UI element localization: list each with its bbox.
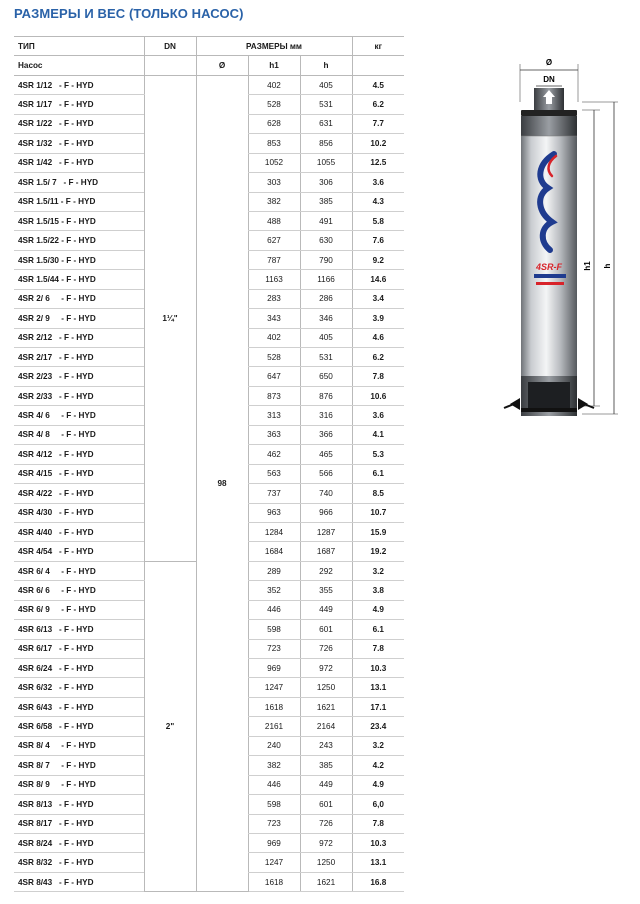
cell-h1: 737	[248, 484, 300, 503]
cell-h: 601	[300, 795, 352, 814]
cell-kg: 10.3	[352, 833, 404, 852]
cell-h: 346	[300, 309, 352, 328]
brand-text: 4SR-F	[535, 262, 563, 272]
label-dn: DN	[543, 75, 555, 84]
cell-h1: 969	[248, 659, 300, 678]
cell-kg: 8.5	[352, 484, 404, 503]
cell-kg: 3.2	[352, 561, 404, 580]
cell-type: 4SR 6/17 - F - HYD	[14, 639, 144, 658]
cell-h: 2164	[300, 717, 352, 736]
cell-h: 1621	[300, 697, 352, 716]
cell-type: 4SR 8/ 7 - F - HYD	[14, 756, 144, 775]
cell-type: 4SR 2/23 - F - HYD	[14, 367, 144, 386]
cell-kg: 19.2	[352, 542, 404, 561]
cell-h: 465	[300, 445, 352, 464]
cell-kg: 6.2	[352, 348, 404, 367]
cell-h1: 969	[248, 833, 300, 852]
cell-h: 726	[300, 814, 352, 833]
label-h: h	[603, 263, 612, 269]
cell-type: 4SR 8/ 9 - F - HYD	[14, 775, 144, 794]
cell-type: 4SR 1.5/ 7 - F - HYD	[14, 173, 144, 192]
header-dims: РАЗМЕРЫ мм	[196, 37, 352, 56]
cell-h1: 853	[248, 134, 300, 153]
cell-kg: 4.1	[352, 425, 404, 444]
cell-h: 449	[300, 775, 352, 794]
cell-kg: 4.9	[352, 600, 404, 619]
cell-h1: 462	[248, 445, 300, 464]
cell-h: 1250	[300, 678, 352, 697]
cell-type: 4SR 8/ 4 - F - HYD	[14, 736, 144, 755]
cell-h: 856	[300, 134, 352, 153]
cell-type: 4SR 2/ 6 - F - HYD	[14, 289, 144, 308]
cell-h1: 382	[248, 192, 300, 211]
cell-kg: 9.2	[352, 250, 404, 269]
cell-type: 4SR 6/ 4 - F - HYD	[14, 561, 144, 580]
cell-kg: 4.9	[352, 775, 404, 794]
title-main: РАЗМЕРЫ И ВЕС	[14, 6, 126, 21]
cell-kg: 3.2	[352, 736, 404, 755]
header-h: h	[300, 56, 352, 75]
cell-h1: 240	[248, 736, 300, 755]
cell-h1: 488	[248, 211, 300, 230]
cell-kg: 3.9	[352, 309, 404, 328]
cell-kg: 4.6	[352, 328, 404, 347]
cell-kg: 6.2	[352, 95, 404, 114]
cell-h1: 787	[248, 250, 300, 269]
cell-h1: 289	[248, 561, 300, 580]
cell-kg: 10.2	[352, 134, 404, 153]
cell-type: 4SR 4/40 - F - HYD	[14, 522, 144, 541]
pump-drawing	[476, 56, 636, 436]
cell-type: 4SR 1/22 - F - HYD	[14, 114, 144, 133]
header-dn-blank	[144, 56, 196, 75]
cell-h: 449	[300, 600, 352, 619]
cell-kg: 12.5	[352, 153, 404, 172]
cell-h1: 963	[248, 503, 300, 522]
header-h1: h1	[248, 56, 300, 75]
cell-type: 4SR 8/24 - F - HYD	[14, 833, 144, 852]
cell-kg: 7.8	[352, 367, 404, 386]
cell-h: 316	[300, 406, 352, 425]
cell-type: 4SR 1.5/22 - F - HYD	[14, 231, 144, 250]
cell-type: 4SR 8/17 - F - HYD	[14, 814, 144, 833]
cell-h1: 446	[248, 775, 300, 794]
cell-h1: 402	[248, 328, 300, 347]
header-dn: DN	[144, 37, 196, 56]
cell-h1: 627	[248, 231, 300, 250]
cell-h1: 1247	[248, 853, 300, 872]
table-body	[14, 75, 404, 891]
cell-h1: 723	[248, 814, 300, 833]
cell-type: 4SR 6/ 9 - F - HYD	[14, 600, 144, 619]
cell-type: 4SR 4/12 - F - HYD	[14, 445, 144, 464]
cell-h1: 1618	[248, 872, 300, 891]
cell-h1: 1684	[248, 542, 300, 561]
h1-dimension	[582, 110, 600, 406]
cell-type: 4SR 1/17 - F - HYD	[14, 95, 144, 114]
cell-dn: 2"	[144, 561, 196, 891]
cell-kg: 15.9	[352, 522, 404, 541]
cell-diameter: 98	[196, 75, 248, 891]
cell-h: 1621	[300, 872, 352, 891]
cell-h: 243	[300, 736, 352, 755]
cell-h1: 528	[248, 348, 300, 367]
cell-h: 405	[300, 75, 352, 94]
cell-dn: 1¼"	[144, 75, 196, 561]
cell-h: 650	[300, 367, 352, 386]
cell-type: 4SR 4/22 - F - HYD	[14, 484, 144, 503]
cell-h: 1687	[300, 542, 352, 561]
cell-kg: 17.1	[352, 697, 404, 716]
cell-type: 4SR 6/58 - F - HYD	[14, 717, 144, 736]
cell-h1: 446	[248, 600, 300, 619]
cell-type: 4SR 6/ 6 - F - HYD	[14, 581, 144, 600]
cell-h: 790	[300, 250, 352, 269]
dimensions-table	[14, 36, 404, 892]
cell-h: 286	[300, 289, 352, 308]
cell-kg: 3.8	[352, 581, 404, 600]
cell-kg: 3.6	[352, 173, 404, 192]
cell-h1: 352	[248, 581, 300, 600]
cell-type: 4SR 1.5/15 - F - HYD	[14, 211, 144, 230]
cell-type: 4SR 2/ 9 - F - HYD	[14, 309, 144, 328]
cell-type: 4SR 6/43 - F - HYD	[14, 697, 144, 716]
cell-h: 292	[300, 561, 352, 580]
cell-kg: 6,0	[352, 795, 404, 814]
cell-h1: 363	[248, 425, 300, 444]
cell-h1: 598	[248, 620, 300, 639]
cell-h: 531	[300, 348, 352, 367]
cell-h: 876	[300, 386, 352, 405]
cell-type: 4SR 4/15 - F - HYD	[14, 464, 144, 483]
cell-h1: 2161	[248, 717, 300, 736]
cell-h1: 528	[248, 95, 300, 114]
cell-type: 4SR 8/32 - F - HYD	[14, 853, 144, 872]
cell-h1: 343	[248, 309, 300, 328]
cell-h: 491	[300, 211, 352, 230]
header-row-1	[14, 37, 404, 56]
cell-h1: 303	[248, 173, 300, 192]
cell-type: 4SR 8/13 - F - HYD	[14, 795, 144, 814]
cell-kg: 16.8	[352, 872, 404, 891]
cell-type: 4SR 2/12 - F - HYD	[14, 328, 144, 347]
cell-h: 972	[300, 659, 352, 678]
cell-kg: 14.6	[352, 270, 404, 289]
cell-kg: 7.7	[352, 114, 404, 133]
cell-h1: 1284	[248, 522, 300, 541]
cell-type: 4SR 4/ 8 - F - HYD	[14, 425, 144, 444]
cell-type: 4SR 2/17 - F - HYD	[14, 348, 144, 367]
cell-h: 630	[300, 231, 352, 250]
cell-kg: 5.8	[352, 211, 404, 230]
header-type: ТИП	[14, 37, 144, 56]
cell-h: 1250	[300, 853, 352, 872]
cell-h1: 1163	[248, 270, 300, 289]
cell-kg: 7.8	[352, 639, 404, 658]
cell-h1: 647	[248, 367, 300, 386]
label-diameter: Ø	[545, 58, 553, 67]
cell-kg: 4.5	[352, 75, 404, 94]
cell-kg: 3.4	[352, 289, 404, 308]
cell-h1: 1052	[248, 153, 300, 172]
cell-type: 4SR 2/33 - F - HYD	[14, 386, 144, 405]
cell-h: 405	[300, 328, 352, 347]
cell-type: 4SR 1.5/30 - F - HYD	[14, 250, 144, 269]
cell-kg: 5.3	[352, 445, 404, 464]
cell-type: 4SR 1.5/44 - F - HYD	[14, 270, 144, 289]
cell-kg: 4.3	[352, 192, 404, 211]
cell-type: 4SR 6/24 - F - HYD	[14, 659, 144, 678]
cell-kg: 10.6	[352, 386, 404, 405]
cell-kg: 4.2	[352, 756, 404, 775]
cell-kg: 13.1	[352, 678, 404, 697]
cell-h: 531	[300, 95, 352, 114]
cell-kg: 7.8	[352, 814, 404, 833]
cell-h1: 563	[248, 464, 300, 483]
cell-h1: 313	[248, 406, 300, 425]
cell-type: 4SR 1/12 - F - HYD	[14, 75, 144, 94]
cell-h1: 283	[248, 289, 300, 308]
cell-type: 4SR 4/54 - F - HYD	[14, 542, 144, 561]
cell-kg: 3.6	[352, 406, 404, 425]
cell-h: 601	[300, 620, 352, 639]
cell-h1: 402	[248, 75, 300, 94]
cell-h: 385	[300, 756, 352, 775]
cell-h: 355	[300, 581, 352, 600]
cell-h: 966	[300, 503, 352, 522]
cell-type: 4SR 6/32 - F - HYD	[14, 678, 144, 697]
cell-h: 631	[300, 114, 352, 133]
title-paren: (ТОЛЬКО НАСОС)	[129, 6, 244, 21]
header-row-2	[14, 56, 404, 75]
cell-kg: 10.3	[352, 659, 404, 678]
cell-type: 4SR 1.5/11 - F - HYD	[14, 192, 144, 211]
cell-h1: 1247	[248, 678, 300, 697]
cell-kg: 6.1	[352, 620, 404, 639]
cell-kg: 13.1	[352, 853, 404, 872]
cell-h: 972	[300, 833, 352, 852]
header-type-sub: Насос	[14, 56, 144, 75]
cell-h: 566	[300, 464, 352, 483]
cell-h: 306	[300, 173, 352, 192]
cell-kg: 23.4	[352, 717, 404, 736]
cell-h: 1166	[300, 270, 352, 289]
h-dimension	[582, 102, 618, 414]
header-kg: кг	[352, 37, 404, 56]
cell-h1: 628	[248, 114, 300, 133]
cell-h1: 382	[248, 756, 300, 775]
cell-h1: 873	[248, 386, 300, 405]
cell-kg: 6.1	[352, 464, 404, 483]
cell-type: 4SR 1/32 - F - HYD	[14, 134, 144, 153]
table-row	[14, 75, 404, 94]
header-o: Ø	[196, 56, 248, 75]
cell-type: 4SR 6/13 - F - HYD	[14, 620, 144, 639]
cell-type: 4SR 4/30 - F - HYD	[14, 503, 144, 522]
cell-h1: 723	[248, 639, 300, 658]
cell-type: 4SR 1/42 - F - HYD	[14, 153, 144, 172]
cell-h: 385	[300, 192, 352, 211]
cell-type: 4SR 8/43 - F - HYD	[14, 872, 144, 891]
cell-h1: 1618	[248, 697, 300, 716]
cell-h: 366	[300, 425, 352, 444]
cell-h1: 598	[248, 795, 300, 814]
header-kg-blank	[352, 56, 404, 75]
cell-h: 740	[300, 484, 352, 503]
cell-type: 4SR 4/ 6 - F - HYD	[14, 406, 144, 425]
label-h1: h1	[583, 261, 592, 271]
cell-kg: 10.7	[352, 503, 404, 522]
page-title	[14, 6, 244, 21]
cell-h: 1055	[300, 153, 352, 172]
cell-kg: 7.6	[352, 231, 404, 250]
cell-h: 726	[300, 639, 352, 658]
cell-h: 1287	[300, 522, 352, 541]
dn-dimension	[536, 75, 562, 86]
